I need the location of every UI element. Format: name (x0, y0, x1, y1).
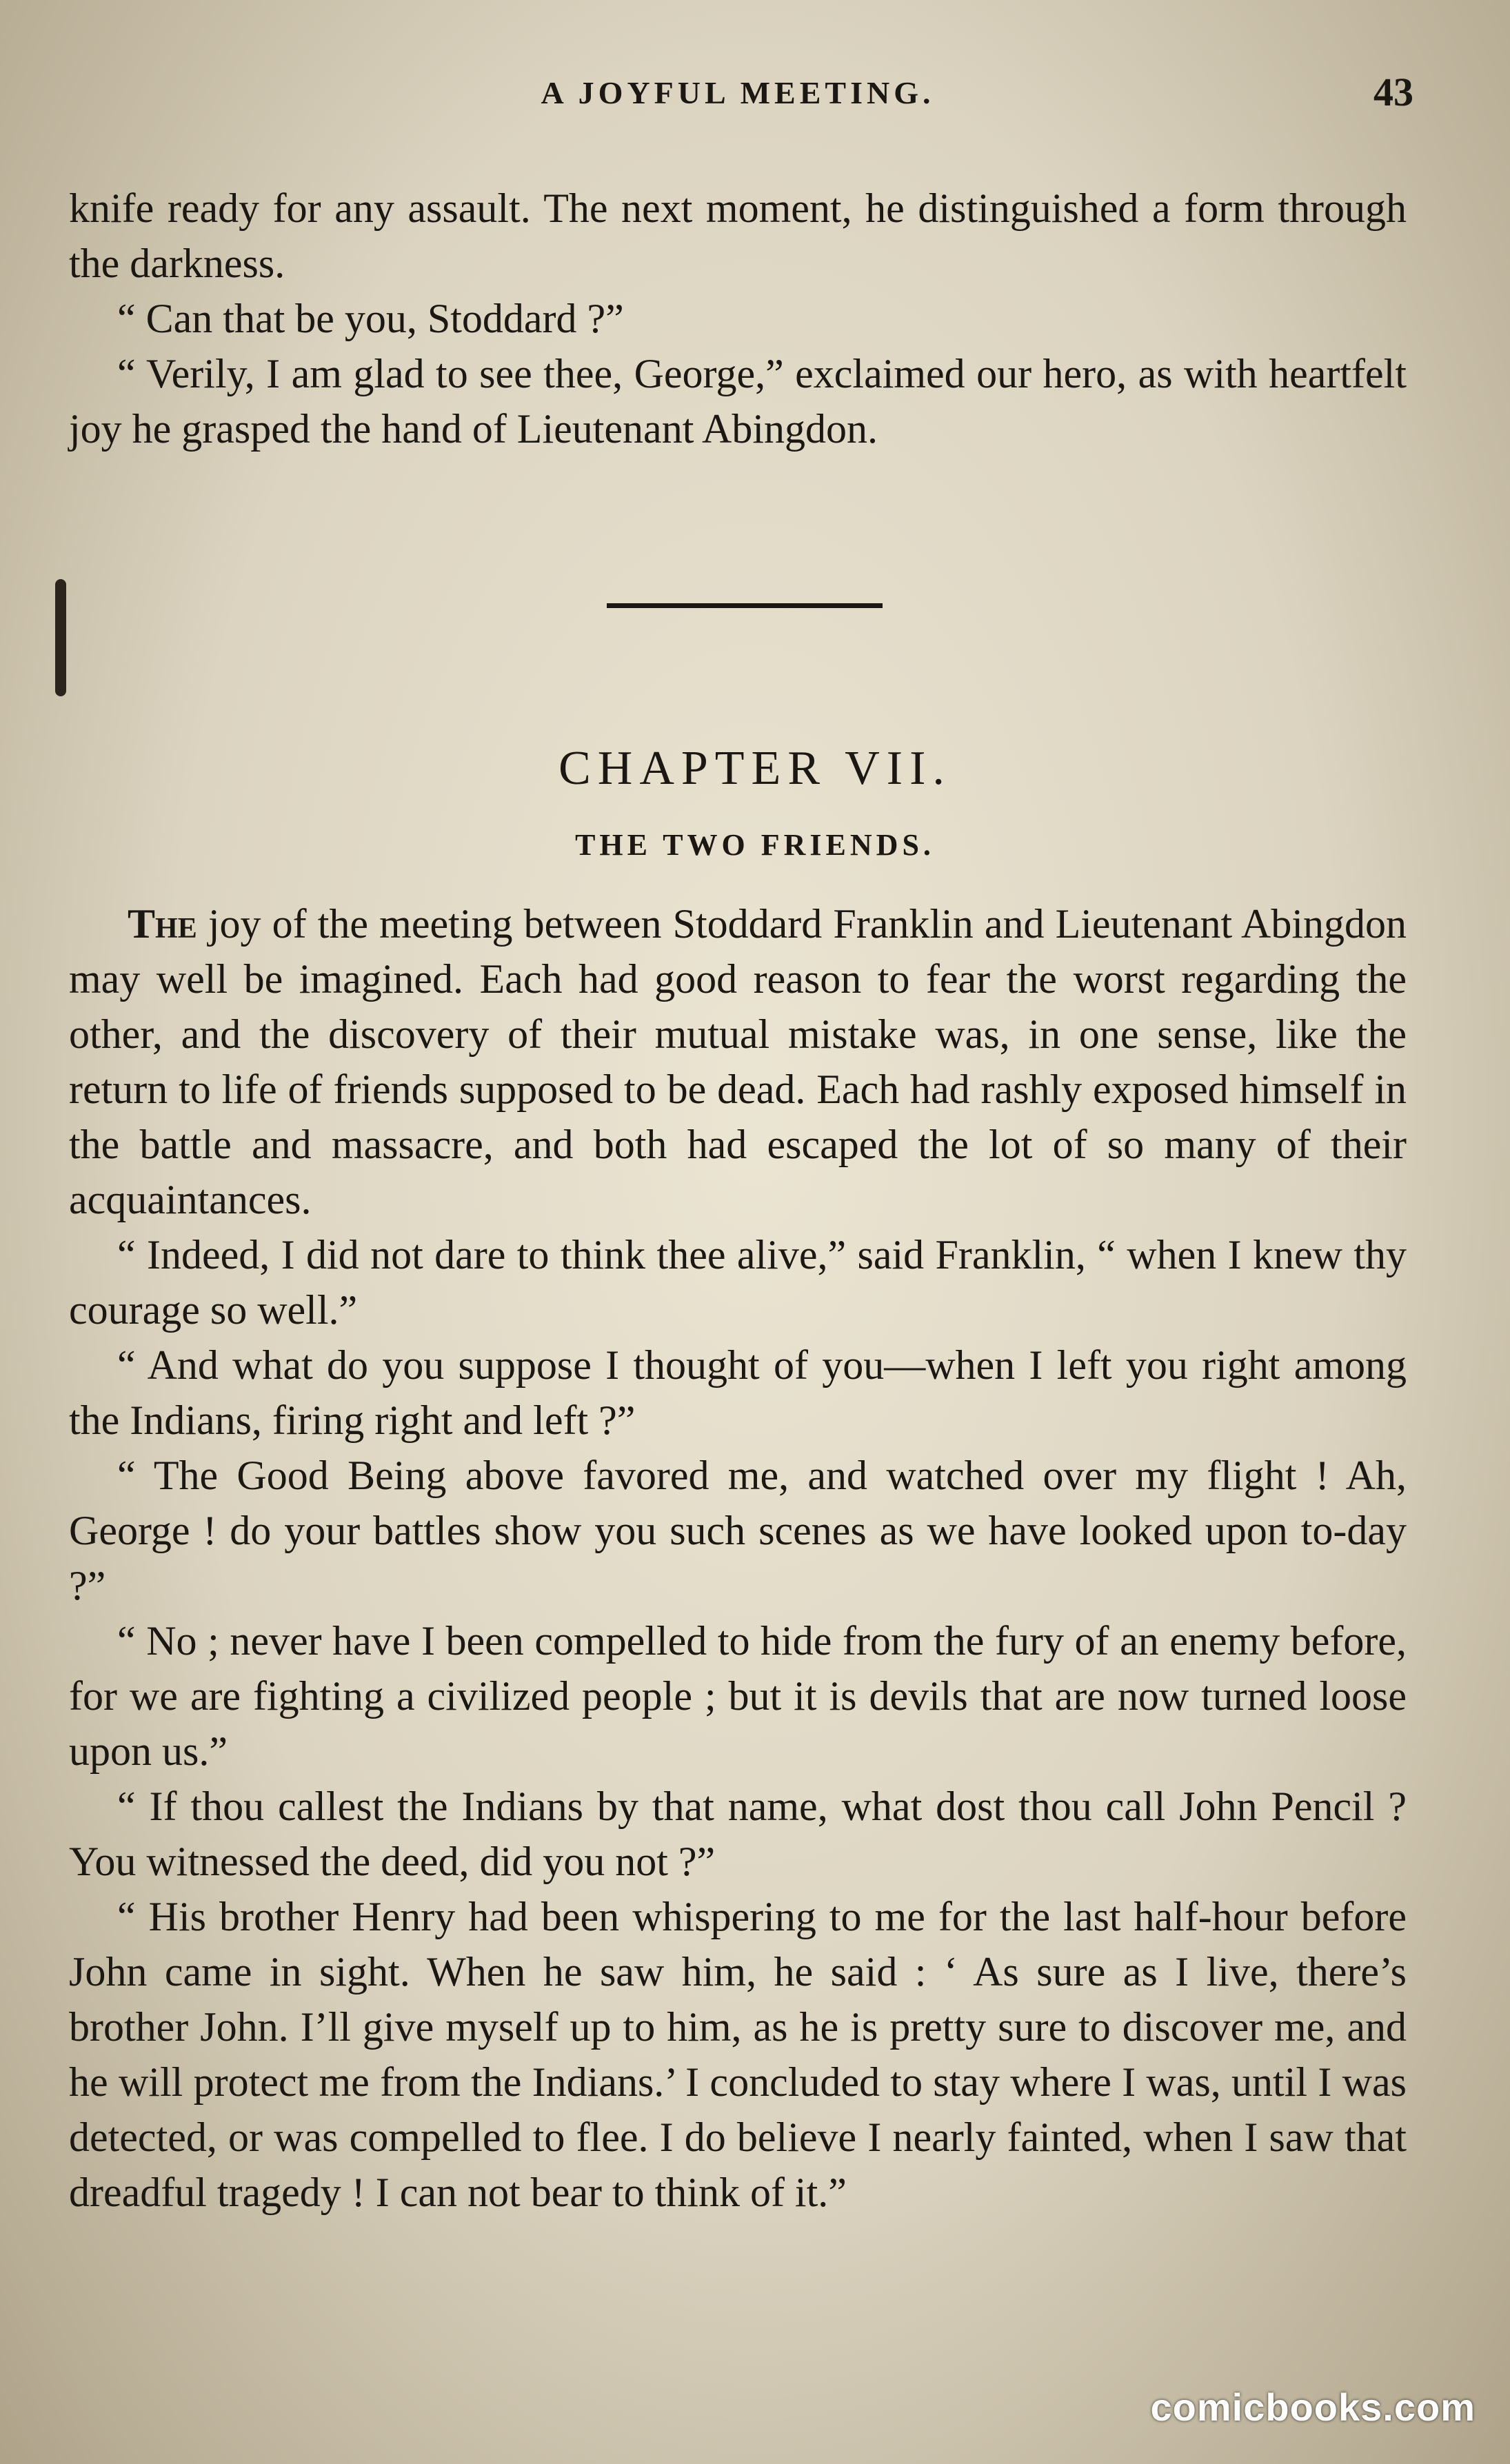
chapter-text (69, 896, 1407, 2220)
opening-word: The (128, 901, 197, 947)
paragraph: “ No ; never have I been compelled to hide from the fury of an enemy before, for we are fighting a civilized people ; but it is devils that are now turned loose upon us.” (69, 1618, 1407, 1774)
paragraph: “ Can that be you, Stoddard ?” (117, 296, 624, 341)
page-number: 43 (1373, 70, 1413, 114)
chapter-subtitle: THE TWO FRIENDS. (575, 828, 935, 862)
paragraph: “ His brother Henry had been whispering to me for the last half-hour before John came in sight. When he saw him, he said : ‘ As sure as I live, there’s brother John. I’ll give myself up to him, as he is pretty sure to discover me, and he will protect me from the Indians.’ I concluded to stay where I was, until I was detected, or was compelled to flee. I do believe I nearly fainted, when I saw that dreadful tragedy ! I can not bear to think of it.” (69, 1894, 1407, 2215)
chapter-separator-rule (607, 603, 883, 608)
margin-ink-mark (55, 579, 66, 696)
chapter-title: CHAPTER VII. (558, 742, 952, 795)
paragraph: “ Indeed, I did not dare to think thee alive,” said Franklin, “ when I knew thy courage so well.” (69, 1232, 1407, 1333)
opening-text: joy of the meeting between Stoddard Franklin and Lieutenant Abingdon may well be imagined. Each had good reason to fear the worst regarding the other, and the discovery of their mutual mistake was, in one sense, like the return to life of friends supposed to be dead. Each had rashly exposed himself in the battle and massacre, and both had escaped the lot of so many of their acquaintances. (69, 901, 1407, 1222)
paragraph: “ And what do you suppose I thought of you—when I left you right among the Indians, firing right and left ?” (69, 1342, 1407, 1443)
opening-paragraph (69, 896, 1407, 1227)
paragraph: knife ready for any assault. The next moment, he distinguished a form through the darkness. (69, 185, 1407, 286)
paragraph: “ Verily, I am glad to see thee, George,” exclaimed our hero, as with heartfelt joy he grasped the hand of Lieutenant Abingdon. (69, 351, 1407, 452)
previous-chapter-text (69, 181, 1407, 456)
running-title: A JOYFUL MEETING. (541, 75, 935, 110)
running-head (69, 70, 1413, 130)
watermark: comicbooks.com (1150, 2385, 1476, 2429)
paragraph: “ The Good Being above favored me, and watched over my flight ! Ah, George ! do your battles show you such scenes as we have looked upon to-day ?” (69, 1453, 1407, 1608)
paragraph: “ If thou callest the Indians by that name, what dost thou call John Pencil ? You witnessed the deed, did you not ?” (69, 1784, 1407, 1884)
